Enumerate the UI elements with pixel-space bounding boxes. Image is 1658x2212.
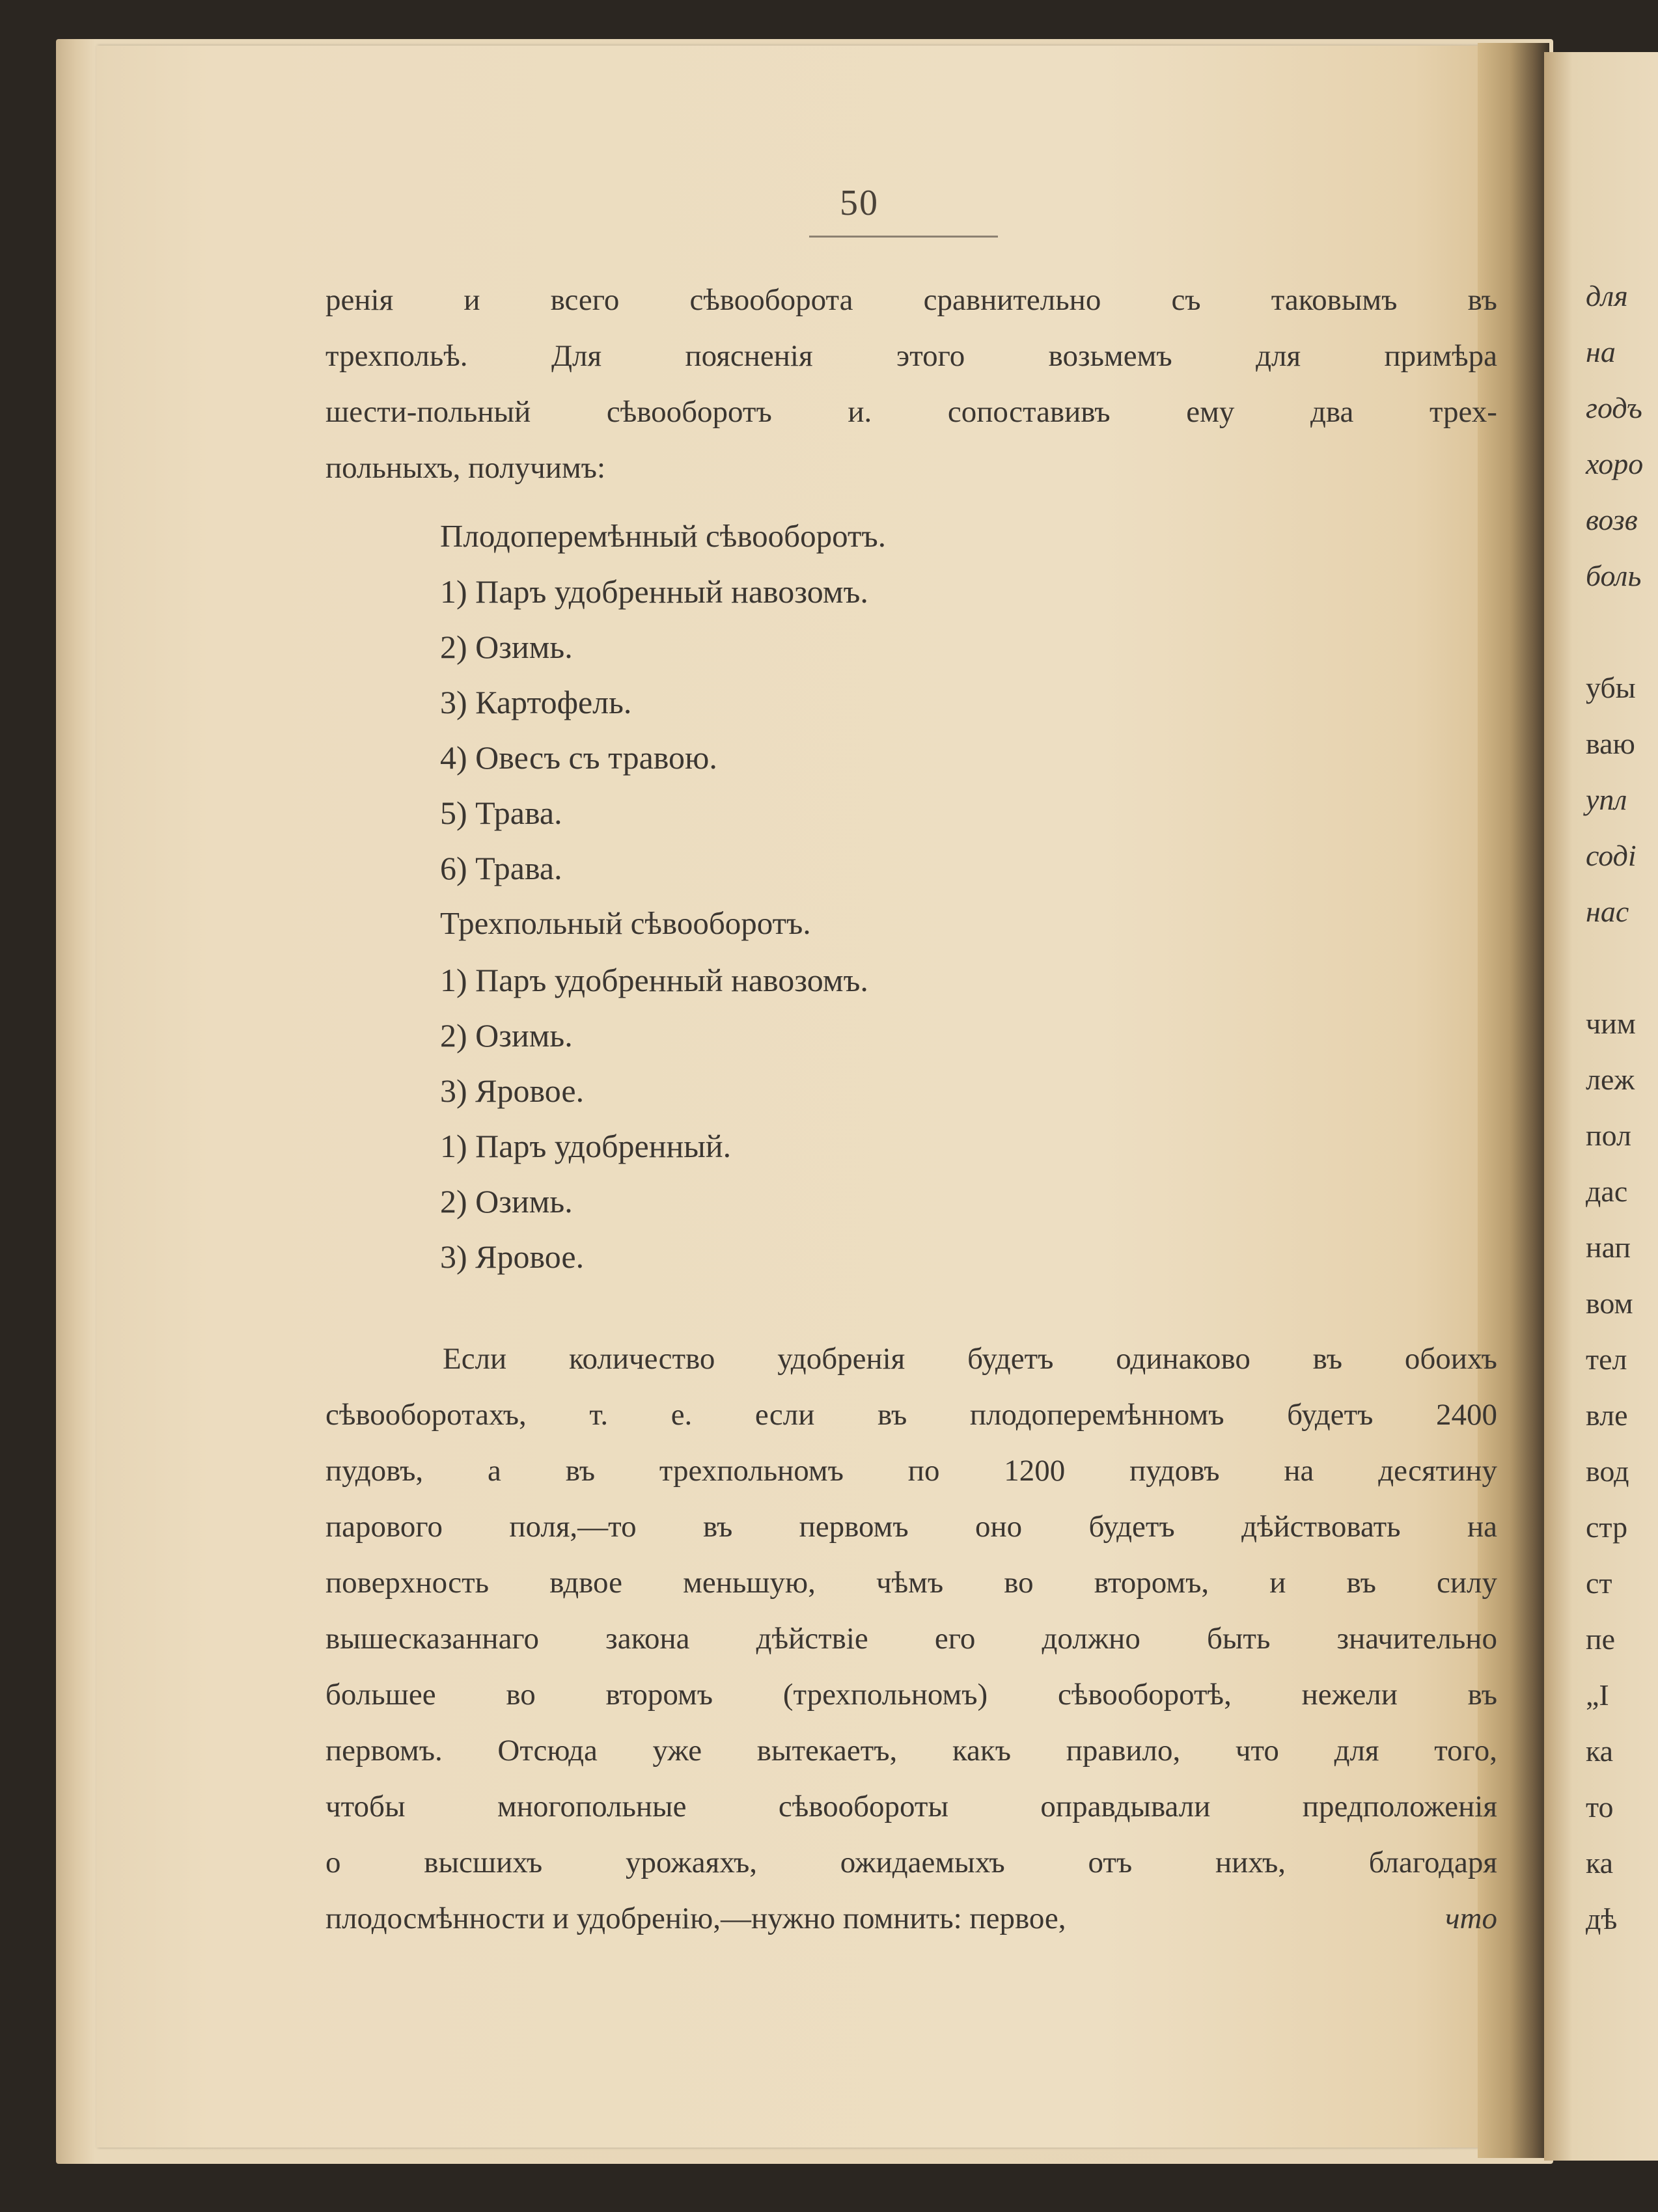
- right-page-fragment: чим: [1586, 1007, 1636, 1040]
- list-item: 2) Озимь.: [440, 629, 573, 665]
- text-line: пудовъ, а въ трехпольномъ по 1200 пудовъ на десятину: [325, 1454, 1497, 1488]
- list-item: 1) Паръ удобренный.: [440, 1128, 732, 1164]
- text-line: вышесказаннаго закона дѣйствіе его должно быть значительно: [325, 1622, 1497, 1656]
- right-page-fragment: вле: [1586, 1399, 1628, 1432]
- right-page-fragment: хоро: [1586, 447, 1644, 480]
- text-line: трехпольѣ. Для поясненія этого возьмемъ для примѣра: [325, 339, 1497, 373]
- text-line: польныхъ, получимъ:: [325, 451, 606, 485]
- right-page-fragment: ка: [1586, 1734, 1614, 1768]
- italic-word: что: [1445, 1902, 1497, 1935]
- right-page-fragment: „І: [1586, 1678, 1609, 1712]
- text-line-last: [325, 1891, 1497, 1946]
- heading-crop-rotation-three-field: Трехпольный сѣвооборотъ.: [440, 905, 811, 941]
- page-number-rule: [809, 236, 998, 238]
- text-line: парового поля,—то въ первомъ оно будетъ дѣйствовать на: [325, 1510, 1497, 1544]
- list-item: 1) Паръ удобренный навозомъ.: [440, 962, 868, 998]
- text-line: Если количество удобренія будетъ одинаково въ обоихъ: [443, 1342, 1497, 1376]
- right-page-fragment: пол: [1586, 1119, 1631, 1152]
- right-page-fragment: убы: [1586, 671, 1636, 704]
- right-page-fragment: для: [1586, 279, 1628, 312]
- right-page-fragment: то: [1586, 1790, 1614, 1823]
- right-page-fragment: пе: [1586, 1622, 1616, 1656]
- right-page-fragment: соді: [1586, 839, 1637, 872]
- right-page-fragment: дѣ: [1586, 1902, 1618, 1935]
- right-page-fragment: нап: [1586, 1231, 1631, 1264]
- list-item: 2) Озимь.: [440, 1017, 573, 1054]
- right-page-fragment: вом: [1586, 1287, 1633, 1320]
- heading-crop-rotation-fruit: Плодоперемѣнный сѣвооборотъ.: [440, 518, 886, 554]
- text-line: ренія и всего сѣвооборота сравнительно съ таковымъ въ: [325, 283, 1497, 317]
- paragraph-1: [325, 272, 1497, 496]
- text-line: чтобы многопольные сѣвообороты оправдывали предположенія: [325, 1790, 1497, 1823]
- text-line: шести-польный сѣвооборотъ и. сопоставивъ ему два трех-: [325, 395, 1497, 429]
- right-page-fragment: годъ: [1586, 391, 1642, 424]
- text-line: о высшихъ урожаяхъ, ожидаемыхъ отъ нихъ, благодаря: [325, 1846, 1497, 1879]
- text-line: поверхность вдвое меньшую, чѣмъ во второмъ, и въ силу: [325, 1566, 1497, 1600]
- list-item: 3) Картофель.: [440, 684, 632, 720]
- right-page-fragment: упл: [1586, 783, 1627, 816]
- page-number: 50: [840, 183, 879, 223]
- right-page-fragment: тел: [1586, 1343, 1627, 1376]
- list-item: 3) Яровое.: [440, 1238, 585, 1275]
- right-page-fragment: возв: [1586, 503, 1638, 536]
- right-page-fragment: на: [1586, 335, 1616, 368]
- right-page-fragment: дас: [1586, 1175, 1628, 1208]
- text-line: сѣвооборотахъ, т. е. если въ плодоперемѣнномъ будетъ 2400: [325, 1398, 1497, 1432]
- right-page-fragment: стр: [1586, 1510, 1628, 1544]
- text-line: первомъ. Отсюда уже вытекаетъ, какъ правило, что для того,: [325, 1734, 1497, 1768]
- paragraph-2: [325, 1331, 1497, 1946]
- right-page-fragment: нас: [1586, 895, 1629, 928]
- right-page-fragment: ваю: [1586, 727, 1635, 760]
- right-page-fragment: боль: [1586, 559, 1642, 592]
- list-item: 5) Трава.: [440, 795, 562, 831]
- list-item: 2) Озимь.: [440, 1183, 573, 1220]
- right-page-fragment: вод: [1586, 1454, 1629, 1488]
- list-item: 3) Яровое.: [440, 1072, 585, 1109]
- right-page-fragment: ка: [1586, 1846, 1614, 1879]
- text-line: большее во второмъ (трехпольномъ) сѣвооборотѣ, нежели въ: [325, 1678, 1497, 1712]
- list-item: 4) Овесъ съ травою.: [440, 739, 717, 776]
- list-item: 1) Паръ удобренный навозомъ.: [440, 573, 868, 610]
- list-item: 6) Трава.: [440, 850, 562, 886]
- text-segment: плодосмѣнности и удобренію,—нужно помнить: первое,: [325, 1902, 1066, 1935]
- right-page-fragment: леж: [1586, 1063, 1635, 1096]
- right-page-fragment: ст: [1586, 1566, 1612, 1600]
